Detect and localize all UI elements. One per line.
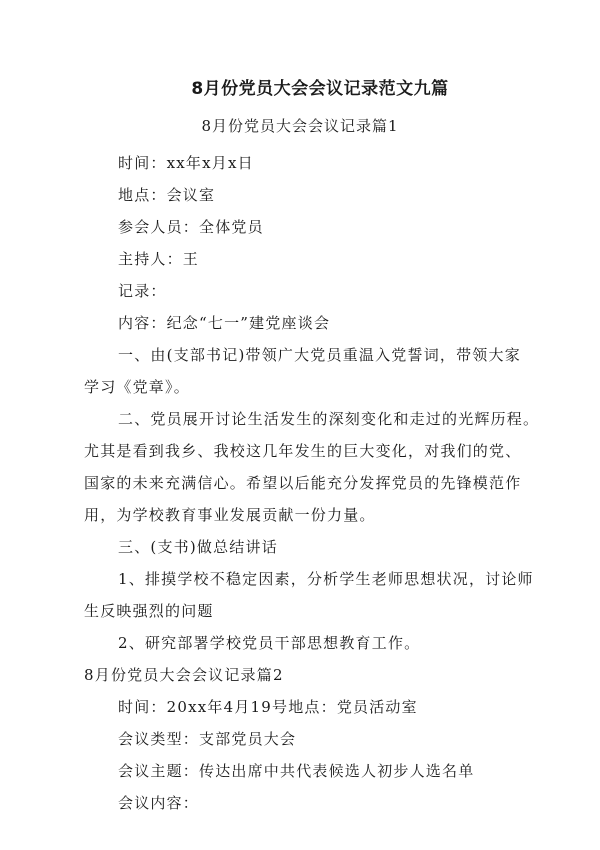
record-1-heading: 8月份党员大会会议记录篇1: [201, 117, 399, 135]
item-2-line-2: 尤其是看到我乡、我校这几年发生的巨大变化，对我们的党、: [84, 442, 522, 460]
point-2-line: 2、研究部署学校党员干部思想教育工作。: [118, 634, 421, 652]
document-title: 8月份党员大会会议记录范文九篇: [191, 79, 449, 99]
record-2-heading: 8月份党员大会会议记录篇2: [84, 666, 284, 684]
content-line: 内容：纪念“七一”建党座谈会: [118, 314, 331, 332]
item-2-line-1: 二、党员展开讨论生活发生的深刻变化和走过的光辉历程。: [118, 410, 540, 428]
host-line: 主持人：王: [118, 250, 200, 268]
item-1-line-2: 学习《党章》。: [84, 378, 190, 396]
item-2-line-3: 国家的未来充满信心。希望以后能充分发挥党员的先锋模范作: [84, 474, 522, 492]
meeting-topic-line: 会议主题：传达出席中共代表候选人初步人选名单: [118, 762, 475, 780]
time-2-line: 时间：20xx年4月19号地点：党员活动室: [118, 698, 418, 716]
item-3-line: 三、(支书)做总结讲话: [118, 538, 278, 556]
meeting-content-line: 会议内容：: [118, 794, 200, 812]
place-line: 地点：会议室: [118, 186, 216, 204]
point-1-line-2: 生反映强烈的问题: [84, 602, 214, 620]
attendees-line: 参会人员：全体党员: [118, 218, 264, 236]
meeting-type-line: 会议类型：支部党员大会: [118, 730, 297, 748]
item-2-line-4: 用，为学校教育事业发展贡献一份力量。: [84, 506, 376, 524]
recorder-line: 记录：: [118, 282, 167, 300]
item-1-line-1: 一、由(支部书记)带领广大党员重温入党誓词，带领大家: [118, 346, 521, 364]
time-line: 时间：xx年x月x日: [118, 154, 254, 172]
point-1-line-1: 1、排摸学校不稳定因素，分析学生老师思想状况，讨论师: [118, 570, 534, 588]
